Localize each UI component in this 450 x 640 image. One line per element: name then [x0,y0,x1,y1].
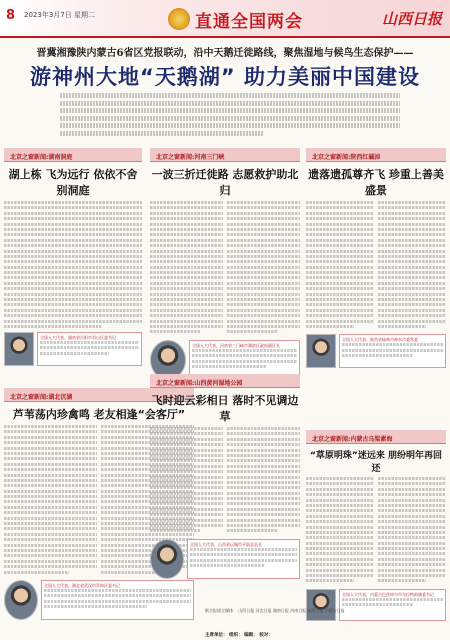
article-title: 一波三折迁徙路 志愿救护助北归 [151,168,299,197]
edition-date: 2023年3月7日 星期二 [24,11,95,19]
article-body [150,427,300,535]
reporter-caption: 全国人大代表，湖北省武汉市蔡甸区委书记 [41,580,194,620]
credits-box [205,608,445,614]
reporter-box [306,589,446,621]
reporter-caption: 全国人大代表，山西省运城市平陆县县长 [187,539,300,579]
article-inner-mongolia [306,430,446,621]
article-title: 遗落遗孤尊齐飞 珍重上善美盛景 [308,168,444,197]
reporter-caption: 全国人大代表，河南省三门峡市湖滨区政府副区长 [189,340,300,380]
article-shaanxi [306,148,446,368]
article-body [150,201,300,336]
section-tag: 北京之窗新闻:湖北沉湖 [4,388,194,402]
article-body [306,477,446,585]
section-tag: 北京之窗新闻:湖南洞庭 [4,148,142,162]
article-title: “草原明珠”迷远来 朋纷明年再回还 [310,451,442,474]
article-hunan [4,148,142,366]
main-headline: 游神州大地“天鹅湖” 助力美丽中国建设 [30,65,420,89]
paper-logo: 山西日报 [381,10,442,28]
article-body [4,201,142,328]
reporter-box [4,332,142,366]
reporter-box [306,334,446,368]
reporter-caption: 全国人大代表、陕西省榆林市神木市委常委 [339,334,446,368]
article-title: 湖上栋 飞为远行 依依不舍别洞庭 [8,168,138,197]
reporter-box [150,539,300,579]
page-number: 8 [6,8,16,23]
article-title: 飞时迎云彩相日 落时不见调边草 [151,394,299,423]
article-shanxi [150,374,300,579]
reporter-photo [306,589,336,621]
reporter-box [4,580,194,620]
section-tag: 北京之窗新闻:河南三门峡 [150,148,300,162]
masthead [0,0,450,38]
article-henan [150,148,300,380]
reporter-photo [150,539,184,579]
section-tag: 北京之窗新闻:陕西红碱淖 [306,148,446,162]
reporter-caption: 全国人大代表，内蒙古巴彦淖尔市乌拉特前旗委书记 [339,589,446,621]
credits-text: 联合报道全媒体： 山西日报 河北日报 湖南日报 河南日报 陕西日报 内蒙古日报 [205,608,345,613]
footer-strip: 主席单位： 组织： 编辑： 校对： [205,633,273,638]
reporter-caption: 全国人大代表，湖南省岳阳市君山区委书记 [37,332,142,366]
reporter-photo [4,332,34,366]
reporter-photo [4,580,38,620]
section-tag: 北京之窗新闻:内蒙古乌梁素海 [306,430,446,444]
section-banner: 直通全国两会 [195,12,303,32]
article-title: 芦苇荡内珍禽鸣 老友相逢“会客厅” [12,408,186,421]
reporter-photo [306,334,336,368]
headline-kicker: 晋冀湘豫陕内蒙古6省区党报联动，沿中天鹅迁徙路线，聚焦湿地与候鸟生态保护—— [36,48,414,59]
article-body [306,201,446,330]
cppcc-emblem-icon [168,8,190,30]
section-tag: 北京之窗新闻:山西黄河湿地公园 [150,374,300,388]
lede-paragraph [60,93,400,139]
